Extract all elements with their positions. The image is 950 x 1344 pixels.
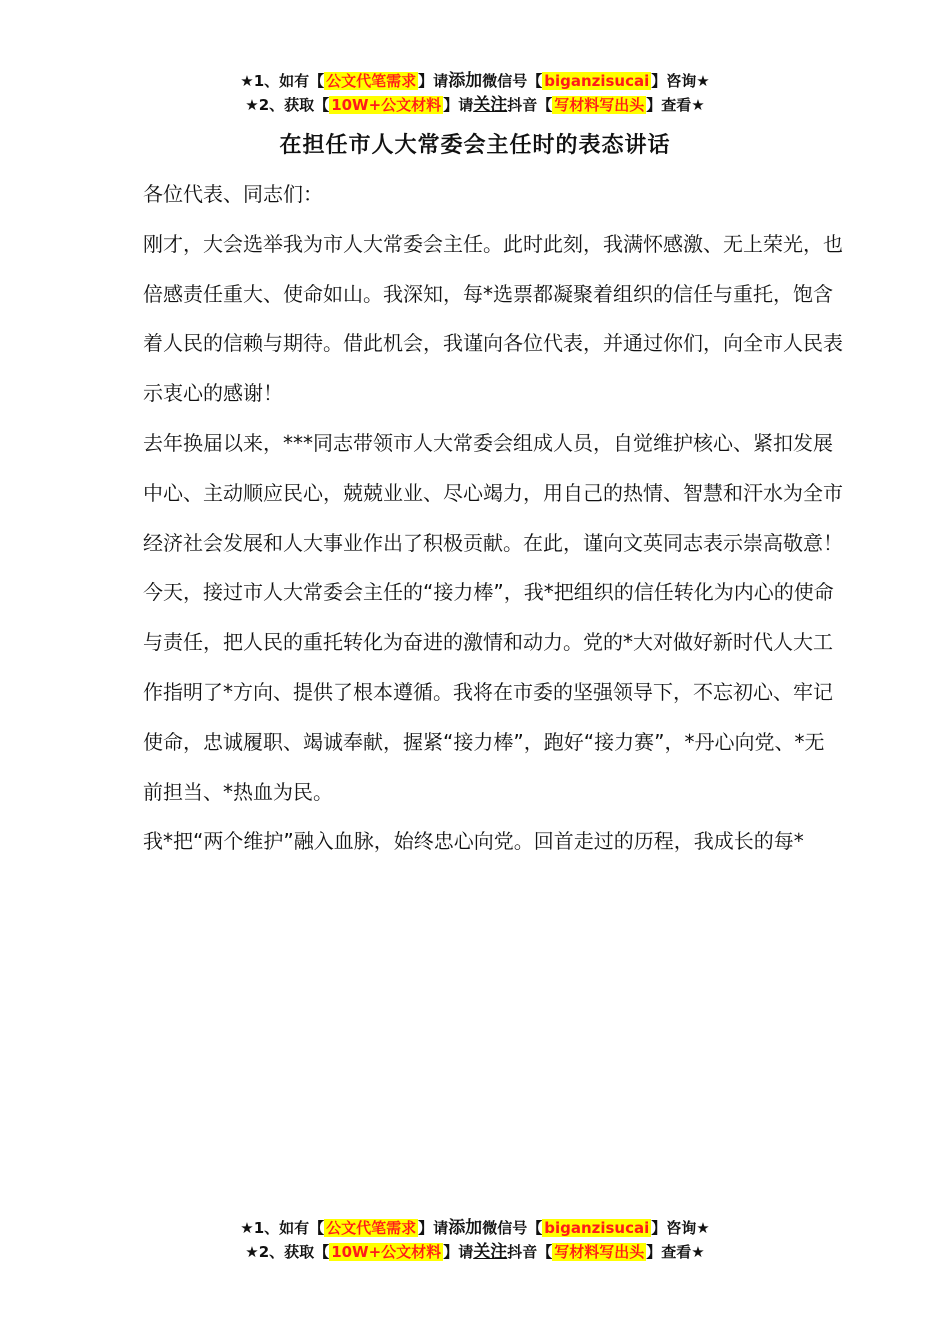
document-body (143, 170, 843, 867)
document-title: 在担任市人大常委会主任时的表态讲话 (279, 133, 671, 158)
footer-banner (0, 1216, 950, 1264)
highlight-wechat-id: biganzisucai (544, 72, 650, 90)
highlight-materials: 10W+公文材料 (331, 1243, 442, 1261)
paragraph: 我*把“两个维护”融入血脉，始终忠心向党。回首走过的历程，我成长的每* (143, 829, 804, 854)
banner-line-1: ★1、如有【 公文代笔需求 】请添加微信号【 biganzisucai 】咨询★ (240, 71, 710, 91)
paragraph: 去年换届以来，***同志带领市人大常委会组成人员，自觉维护核心、紧扣发展中心、主动顺应民心，兢兢业业、尽心竭力，用自己的热情、智慧和汗水为全市经济社会发展和人大事业作出了积极贡献。在此，谨向文英同志表示崇高敬意！ (143, 430, 843, 555)
highlight-wechat-id: biganzisucai (544, 1219, 650, 1237)
highlight-douyin: 写材料写出头 (554, 96, 645, 114)
highlight-service: 公文代笔需求 (326, 72, 417, 90)
banner-line-2: ★2、获取【 10W+公文材料 】请关注抖音【 写材料写出头 】查看★ (245, 1242, 705, 1262)
banner-line-1: ★1、如有【 公文代笔需求 】请添加微信号【 biganzisucai 】咨询★ (240, 1218, 710, 1238)
paragraph: 各位代表、同志们： (143, 182, 323, 206)
paragraph: 今天，接过市人大常委会主任的“接力棒”，我*把组织的信任转化为内心的使命与责任，把人民的重托转化为奋进的激情和动力。党的*大对做好新时代人大工作指明了*方向、提供了根本遵循。我将在市委的坚强领导下，不忘初心、牢记使命，忠诚履职、竭诚奉献，握紧“接力棒”，跑好“接力赛”，*丹心向党、*无前担当、*热血为民。 (143, 580, 834, 804)
banner-line-2: ★2、获取【 10W+公文材料 】请关注抖音【 写材料写出头 】查看★ (245, 95, 705, 115)
header-banner (0, 69, 950, 117)
highlight-materials: 10W+公文材料 (331, 96, 442, 114)
highlight-service: 公文代笔需求 (326, 1219, 417, 1237)
paragraph: 刚才，大会选举我为市人大常委会主任。此时此刻，我满怀感激、无上荣光，也倍感责任重大、使命如山。我深知，每*选票都凝聚着组织的信任与重托，饱含着人民的信赖与期待。借此机会，我谨向各位代表，并通过你们，向全市人民表示衷心的感谢！ (143, 231, 843, 406)
highlight-douyin: 写材料写出头 (554, 1243, 645, 1261)
